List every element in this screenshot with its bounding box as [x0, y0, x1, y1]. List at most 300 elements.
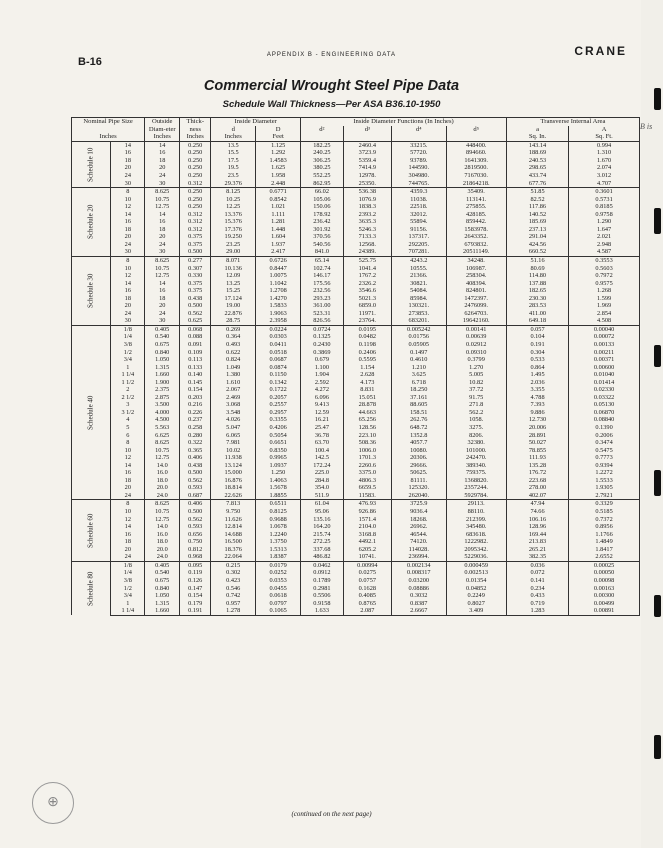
cell-od: 1.660: [145, 371, 180, 379]
unit-blank: [446, 133, 506, 141]
stamp-mark: ⊕: [32, 782, 74, 824]
cell-D: 1.937: [256, 241, 301, 249]
cell-d3: 7133.3: [343, 233, 391, 241]
cell-size: 14: [111, 141, 145, 149]
cell-size: 1: [111, 600, 145, 608]
cell-d: 17.124: [211, 295, 256, 303]
cell-a: 0.072: [506, 569, 568, 577]
cell-d: 16.876: [211, 477, 256, 485]
cell-d: 19.5: [211, 164, 256, 172]
cell-d: 12.09: [211, 272, 256, 280]
cell-A: 0.9394: [569, 462, 640, 470]
cell-d3: 223.10: [343, 432, 391, 440]
cell-d4: 21366.: [392, 272, 446, 280]
cell-thickness: 0.250: [180, 188, 211, 196]
cell-D: 0.0618: [256, 592, 301, 600]
cell-d4: 144590.: [392, 164, 446, 172]
cell-d5: 0.000459: [446, 561, 506, 569]
cell-thickness: 0.226: [180, 409, 211, 417]
cell-d4: 6.718: [392, 379, 446, 387]
cell-d: 2.469: [211, 394, 256, 402]
cell-D: 1.125: [256, 141, 301, 149]
cell-thickness: 0.406: [180, 454, 211, 462]
cell-a: 143.14: [506, 141, 568, 149]
cell-thickness: 0.375: [180, 233, 211, 241]
cell-d5: 2476099.: [446, 302, 506, 310]
cell-size: 20: [111, 546, 145, 554]
cell-D: 0.6726: [256, 256, 301, 264]
cell-d2: 841.0: [301, 248, 343, 256]
cell-d5: 2819500.: [446, 164, 506, 172]
cell-od: 30: [145, 317, 180, 325]
cell-D: 0.6651: [256, 439, 301, 447]
table-row: [72, 233, 640, 241]
table-row: [72, 379, 640, 387]
cell-D: 1.2708: [256, 287, 301, 295]
cell-d3: 3546.6: [343, 287, 391, 295]
cell-d3: 2.628: [343, 371, 391, 379]
cell-a: 265.21: [506, 546, 568, 554]
cell-a: 114.80: [506, 272, 568, 280]
cell-D: 1.2240: [256, 531, 301, 539]
cell-d5: 824801.: [446, 287, 506, 295]
page-header: [0, 42, 663, 68]
cell-d4: 2.6667: [392, 607, 446, 615]
cell-d4: 0.08886: [392, 585, 446, 593]
cell-D: 1.0678: [256, 523, 301, 531]
cell-od: 10.75: [145, 196, 180, 204]
cell-od: 1.050: [145, 356, 180, 364]
table-row: [72, 211, 640, 219]
cell-d5: 408394.: [446, 280, 506, 288]
cell-size: 18: [111, 477, 145, 485]
cell-d3: 2260.6: [343, 462, 391, 470]
cell-d2: 272.25: [301, 538, 343, 546]
cell-d3: 476.93: [343, 500, 391, 508]
cell-size: 1/8: [111, 325, 145, 333]
cell-d4: 0.008317: [392, 569, 446, 577]
cell-od: 8.625: [145, 256, 180, 264]
cell-thickness: 0.312: [180, 226, 211, 234]
cell-A: 0.5475: [569, 447, 640, 455]
cell-a: 402.07: [506, 492, 568, 500]
cell-d3: 1076.9: [343, 196, 391, 204]
cell-d4: 158.51: [392, 409, 446, 417]
cell-d3: 1571.4: [343, 516, 391, 524]
cell-d2: 225.0: [301, 469, 343, 477]
cell-d2: 0.2430: [301, 341, 343, 349]
cell-D: 0.4206: [256, 424, 301, 432]
cell-d4: 683201.: [392, 317, 446, 325]
cell-d4: 29666.: [392, 462, 446, 470]
cell-thickness: 0.203: [180, 394, 211, 402]
cell-size: 4: [111, 416, 145, 424]
cell-d4: 262.76: [392, 416, 446, 424]
cell-d4: 3.625: [392, 371, 446, 379]
cell-D: 0.0303: [256, 333, 301, 341]
cell-size: 3/4: [111, 356, 145, 364]
cell-size: 16: [111, 218, 145, 226]
cell-A: 0.02330: [569, 386, 640, 394]
cell-a: 649.18: [506, 317, 568, 325]
cell-thickness: 0.133: [180, 364, 211, 372]
table-row: [72, 364, 640, 372]
binder-mark: [654, 735, 661, 759]
cell-D: 0.8125: [256, 508, 301, 516]
cell-d4: 0.005242: [392, 325, 446, 333]
cell-a: 240.53: [506, 157, 568, 165]
cell-d4: 32012.: [392, 211, 446, 219]
cell-d: 22.876: [211, 310, 256, 318]
cell-a: 0.104: [506, 333, 568, 341]
table-row: [72, 492, 640, 500]
cell-d3: 1041.4: [343, 265, 391, 273]
cell-thickness: 0.562: [180, 477, 211, 485]
cell-d3: 0.4085: [343, 592, 391, 600]
cell-A: 1.1766: [569, 531, 640, 539]
cell-size: 16: [111, 287, 145, 295]
cell-od: 0.675: [145, 577, 180, 585]
cell-d5: 35409.: [446, 188, 506, 196]
cell-size: 20: [111, 233, 145, 241]
cell-thickness: 0.500: [180, 508, 211, 516]
cell-d2: 1.633: [301, 607, 343, 615]
cell-a: 283.53: [506, 302, 568, 310]
table-row: [72, 607, 640, 615]
cell-d: 5.047: [211, 424, 256, 432]
cell-od: 14: [145, 211, 180, 219]
cell-a: 20.006: [506, 424, 568, 432]
cell-d2: 25.47: [301, 424, 343, 432]
cell-thickness: 0.562: [180, 516, 211, 524]
cell-d5: 113141.: [446, 196, 506, 204]
cell-d: 29.376: [211, 180, 256, 188]
cell-d: 11.626: [211, 516, 256, 524]
cell-D: 1.958: [256, 172, 301, 180]
schedule-group-cell: [72, 500, 111, 561]
cell-A: 0.00600: [569, 364, 640, 372]
brand-name: CRANE: [574, 44, 627, 58]
cell-d5: 0.00639: [446, 333, 506, 341]
cell-d2: 6.096: [301, 394, 343, 402]
cell-d2: 354.0: [301, 484, 343, 492]
unit-thickness: Inches: [180, 133, 211, 141]
cell-d3: 6205.2: [343, 546, 391, 554]
cell-d: 18.376: [211, 546, 256, 554]
cell-d2: 361.00: [301, 302, 343, 310]
table-body: [72, 141, 640, 615]
cell-a: 185.69: [506, 218, 568, 226]
cell-od: 30: [145, 248, 180, 256]
cell-A: 0.00371: [569, 356, 640, 364]
cell-d: 0.546: [211, 585, 256, 593]
cell-d3: 0.8765: [343, 600, 391, 608]
cell-a: 176.72: [506, 469, 568, 477]
unit-size: Inches: [72, 133, 145, 141]
cell-d3: 5359.4: [343, 157, 391, 165]
cell-size: 2 1/2: [111, 394, 145, 402]
cell-d5: 0.01354: [446, 577, 506, 585]
cell-d2: 337.68: [301, 546, 343, 554]
cell-d: 6.065: [211, 432, 256, 440]
cell-d5: 0.04852: [446, 585, 506, 593]
cell-d4: 0.01756: [392, 333, 446, 341]
cell-thickness: 0.068: [180, 325, 211, 333]
cell-A: 2.7921: [569, 492, 640, 500]
cell-d3: 6859.0: [343, 302, 391, 310]
cell-od: 14: [145, 280, 180, 288]
cell-D: 0.6771: [256, 188, 301, 196]
cell-a: 188.69: [506, 149, 568, 157]
cell-A: 0.3329: [569, 500, 640, 508]
cell-d3: 0.5595: [343, 356, 391, 364]
cell-d2: 102.74: [301, 265, 343, 273]
cell-a: 0.036: [506, 561, 568, 569]
cell-d2: 240.25: [301, 149, 343, 157]
cell-d4: 304980.: [392, 172, 446, 180]
cell-d5: 37.72: [446, 386, 506, 394]
table-header: [72, 118, 640, 142]
cell-od: 1.660: [145, 607, 180, 615]
cell-d: 11.938: [211, 454, 256, 462]
cell-a: 0.304: [506, 349, 568, 357]
table-row: [72, 317, 640, 325]
cell-d5: 1.270: [446, 364, 506, 372]
cell-d5: 6793832.: [446, 241, 506, 249]
cell-d2: 552.25: [301, 172, 343, 180]
cell-od: 18.0: [145, 477, 180, 485]
cell-d: 0.742: [211, 592, 256, 600]
cell-size: 8: [111, 256, 145, 264]
table-row: [72, 287, 640, 295]
cell-a: 0.533: [506, 356, 568, 364]
cell-od: 20: [145, 302, 180, 310]
cell-thickness: 0.500: [180, 469, 211, 477]
cell-D: 1.021: [256, 203, 301, 211]
cell-d4: 4359.3: [392, 188, 446, 196]
cell-thickness: 0.147: [180, 585, 211, 593]
cell-d4: 114028.: [392, 546, 446, 554]
cell-d5: 101000.: [446, 447, 506, 455]
cell-D: 1.0937: [256, 462, 301, 470]
cell-a: 47.94: [506, 500, 568, 508]
cell-d4: 3725.9: [392, 500, 446, 508]
cell-a: 0.719: [506, 600, 568, 608]
cell-size: 3/8: [111, 577, 145, 585]
cell-D: 0.8542: [256, 196, 301, 204]
cell-D: 0.0252: [256, 569, 301, 577]
cell-thickness: 0.126: [180, 577, 211, 585]
table-row: [72, 172, 640, 180]
cell-d5: 271.8: [446, 401, 506, 409]
cell-d: 0.622: [211, 349, 256, 357]
cell-d5: 242470.: [446, 454, 506, 462]
cell-d4: 0.1497: [392, 349, 446, 357]
cell-A: 0.5603: [569, 265, 640, 273]
cell-d3: 8.831: [343, 386, 391, 394]
cell-od: 20: [145, 164, 180, 172]
cell-d: 8.125: [211, 188, 256, 196]
cell-d5: 894660.: [446, 149, 506, 157]
cell-D: 0.6511: [256, 500, 301, 508]
cell-d5: 428185.: [446, 211, 506, 219]
cell-a: 0.234: [506, 585, 568, 593]
cell-A: 2.854: [569, 310, 640, 318]
cell-A: 0.00211: [569, 349, 640, 357]
cell-d5: 0.3799: [446, 356, 506, 364]
cell-od: 0.405: [145, 561, 180, 569]
cell-D: 1.604: [256, 233, 301, 241]
binder-mark: [654, 595, 661, 617]
col-header-functions: Inside Diameter Functions (In Inches): [301, 118, 507, 126]
cell-d5: 0.2249: [446, 592, 506, 600]
cell-od: 10.75: [145, 447, 180, 455]
cell-d2: 1.904: [301, 371, 343, 379]
cell-a: 0.141: [506, 577, 568, 585]
cell-d5: 21864218.: [446, 180, 506, 188]
table-row: [72, 272, 640, 280]
cell-d2: 164.20: [301, 523, 343, 531]
cell-d3: 1838.3: [343, 203, 391, 211]
schedule-label: Schedule 60: [86, 513, 95, 548]
cell-d: 13.124: [211, 462, 256, 470]
cell-d3: 25350.: [343, 180, 391, 188]
cell-od: 5.563: [145, 424, 180, 432]
cell-thickness: 0.375: [180, 241, 211, 249]
table-row: [72, 600, 640, 608]
cell-a: 0.864: [506, 364, 568, 372]
cell-d3: 65.256: [343, 416, 391, 424]
schedule-label: Schedule 10: [86, 147, 95, 182]
cell-d5: 106987.: [446, 265, 506, 273]
col-header-d3: d³: [343, 126, 391, 134]
schedule-group-cell: [72, 188, 111, 257]
cell-d3: 1.154: [343, 364, 391, 372]
cell-d5: 1222982.: [446, 538, 506, 546]
cell-size: 1/4: [111, 569, 145, 577]
cell-d5: 0.00141: [446, 325, 506, 333]
cell-A: 1.268: [569, 287, 640, 295]
cell-thickness: 0.154: [180, 592, 211, 600]
cell-thickness: 0.109: [180, 349, 211, 357]
cell-D: 1.8855: [256, 492, 301, 500]
cell-d5: 34248.: [446, 256, 506, 264]
cell-size: 10: [111, 196, 145, 204]
cell-thickness: 0.375: [180, 287, 211, 295]
cell-size: 10: [111, 508, 145, 516]
cell-D: 0.8447: [256, 265, 301, 273]
table-row: [72, 196, 640, 204]
table-row: [72, 280, 640, 288]
cell-size: 20: [111, 302, 145, 310]
table-row: [72, 508, 640, 516]
schedule-group-cell: [72, 256, 111, 325]
cell-A: 0.08840: [569, 416, 640, 424]
cell-d4: 9036.4: [392, 508, 446, 516]
cell-size: 1/2: [111, 349, 145, 357]
cell-A: 0.9575: [569, 280, 640, 288]
cell-d: 0.302: [211, 569, 256, 577]
cell-d5: 3275.: [446, 424, 506, 432]
cell-d: 4.026: [211, 416, 256, 424]
cell-d2: 2.592: [301, 379, 343, 387]
cell-D: 0.8350: [256, 447, 301, 455]
cell-d2: 66.02: [301, 188, 343, 196]
cell-d3: 2326.2: [343, 280, 391, 288]
col-header-d2: d²: [301, 126, 343, 134]
cell-A: 1.5533: [569, 477, 640, 485]
cell-d4: 1352.8: [392, 432, 446, 440]
binder-mark: [654, 470, 661, 496]
cell-d3: 1006.0: [343, 447, 391, 455]
table-row: [72, 295, 640, 303]
unit-blank: [343, 133, 391, 141]
cell-size: 14: [111, 211, 145, 219]
cell-d2: 105.06: [301, 196, 343, 204]
cell-a: 4.788: [506, 394, 568, 402]
table-row: [72, 325, 640, 333]
cell-d4: 10555.: [392, 265, 446, 273]
cell-A: 0.00499: [569, 600, 640, 608]
cell-A: 0.994: [569, 141, 640, 149]
cell-a: 78.855: [506, 447, 568, 455]
cell-D: 1.250: [256, 469, 301, 477]
cell-D: 0.0687: [256, 356, 301, 364]
cell-od: 12.75: [145, 516, 180, 524]
cell-od: 16.0: [145, 469, 180, 477]
binder-mark: [654, 345, 661, 367]
cell-od: 3.500: [145, 401, 180, 409]
cell-d5: 32380.: [446, 439, 506, 447]
cell-a: 1.495: [506, 371, 568, 379]
cell-D: 0.9965: [256, 454, 301, 462]
cell-a: 82.52: [506, 196, 568, 204]
cell-A: 0.5731: [569, 196, 640, 204]
cell-a: 298.65: [506, 164, 568, 172]
cell-size: 30: [111, 180, 145, 188]
cell-d3: 3723.9: [343, 149, 391, 157]
page-subtitle: Schedule Wall Thickness—Per ASA B36.10-1950: [222, 99, 441, 110]
cell-A: 3.012: [569, 172, 640, 180]
cell-D: 0.0518: [256, 349, 301, 357]
cell-d: 16.500: [211, 538, 256, 546]
col-header-area: Transverse Internal Area: [506, 118, 639, 126]
table-row: [72, 401, 640, 409]
cell-d: 15.5: [211, 149, 256, 157]
cell-d3: 11971.: [343, 310, 391, 318]
cell-od: 1.315: [145, 600, 180, 608]
cell-d5: 5229036.: [446, 553, 506, 561]
cell-D: 1.9063: [256, 310, 301, 318]
cell-d5: 29113.: [446, 500, 506, 508]
cell-d5: 5.005: [446, 371, 506, 379]
cell-d: 13.5: [211, 141, 256, 149]
cell-D: 0.2057: [256, 394, 301, 402]
cell-d: 29.00: [211, 248, 256, 256]
cell-a: 2.036: [506, 379, 568, 387]
cell-A: 0.00050: [569, 569, 640, 577]
cell-A: 0.01040: [569, 371, 640, 379]
cell-od: 16: [145, 287, 180, 295]
cell-thickness: 0.500: [180, 248, 211, 256]
cell-d5: 6264703.: [446, 310, 506, 318]
table-row: [72, 333, 640, 341]
cell-od: 14.0: [145, 523, 180, 531]
cell-od: 0.675: [145, 341, 180, 349]
cell-D: 1.111: [256, 211, 301, 219]
table-row: [72, 188, 640, 196]
cell-size: 8: [111, 439, 145, 447]
